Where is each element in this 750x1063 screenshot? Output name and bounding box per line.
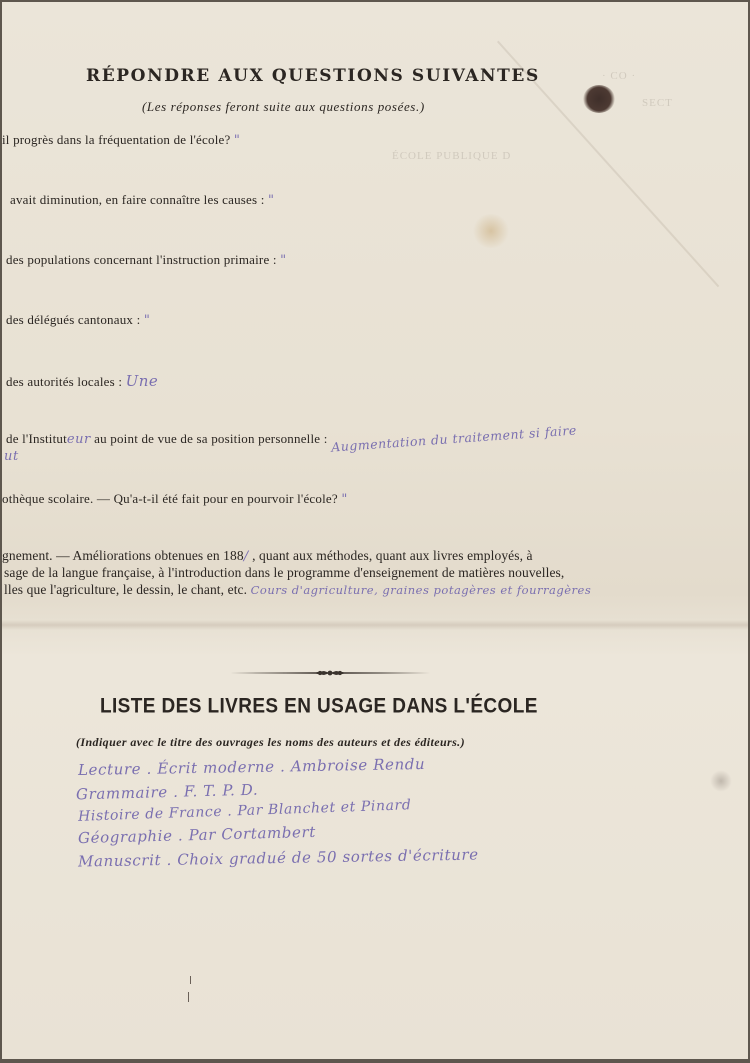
handwritten-answer: Cours d'agriculture, graines potagères et fourragères: [250, 583, 592, 597]
question-row: [6, 372, 158, 390]
question-row: [6, 252, 287, 268]
question-row: [10, 192, 274, 208]
question-text: des délégués cantonaux :: [6, 312, 141, 327]
book-entry: Lecture . Écrit moderne . Ambroise Rendu: [77, 754, 426, 780]
question-row: [2, 132, 240, 148]
ornament-divider: [228, 666, 432, 680]
question-text: au point de vue de sa position personnelle :: [94, 431, 328, 446]
document-page: [2, 2, 748, 1059]
question-row: [6, 312, 150, 328]
handwritten-answer: ": [341, 492, 348, 507]
enseignement-line: [4, 582, 591, 598]
question-row: [6, 422, 578, 455]
handwritten-inline: eur: [66, 432, 91, 447]
show-through-text: ÉCOLE PUBLIQUE D: [392, 150, 512, 162]
books-list-subtitle: (Indiquer avec le titre des ouvrages les noms des auteurs et des éditeurs.): [76, 735, 465, 749]
question-text: gnement. — Améliorations obtenues en 188: [2, 548, 244, 563]
question-text: , quant aux méthodes, quant aux livres employés, à: [252, 548, 533, 563]
question-text: sage de la langue française, à l'introduction dans le programme d'enseignement de matières nouvelles,: [4, 565, 565, 580]
handwritten-answer: ": [280, 253, 287, 268]
ink-blot: [583, 85, 615, 113]
books-list-title: LISTE DES LIVRES EN USAGE DANS L'ÉCOLE: [100, 694, 538, 719]
question-row: [2, 491, 348, 507]
question-text: des populations concernant l'instruction primaire :: [6, 252, 277, 267]
stray-mark: [190, 976, 191, 984]
page-title: RÉPONDRE AUX QUESTIONS SUIVANTES: [86, 66, 540, 86]
book-entry: Manuscrit . Choix gradué de 50 sortes d'écriture: [77, 845, 479, 871]
handwritten-year: /: [243, 549, 249, 564]
page-subtitle: (Les réponses feront suite aux questions posées.): [142, 99, 425, 114]
book-entry: Grammaire . F. T. P. D.: [75, 780, 259, 804]
paper-fold: [2, 620, 748, 630]
water-stain: [472, 214, 510, 248]
handwritten-answer: ": [268, 193, 275, 208]
question-text: il progrès dans la fréquentation de l'école?: [2, 132, 231, 147]
question-text: lles que l'agriculture, le dessin, le chant, etc.: [4, 582, 248, 597]
water-stain: [710, 770, 732, 792]
question-text: des autorités locales :: [6, 374, 123, 389]
show-through-text: · CO ·: [602, 70, 637, 82]
stray-mark: [188, 992, 189, 1002]
handwritten-answer: ": [233, 133, 241, 148]
book-entry: Histoire de France . Par Blanchet et Pinard: [77, 797, 412, 825]
book-entry: Géographie . Par Cortambert: [77, 822, 317, 848]
enseignement-line: [4, 565, 564, 581]
handwritten-answer: ": [143, 313, 151, 328]
handwritten-answer: Augmentation du traitement si faire: [330, 422, 578, 455]
handwritten-answer: Une: [125, 372, 159, 390]
question-text: de l'Institut: [6, 431, 67, 446]
enseignement-line: [2, 548, 533, 564]
handwritten-answer-continuation: ut: [4, 449, 19, 464]
show-through-text: SECT: [642, 97, 673, 109]
question-text: avait diminution, en faire connaître les causes :: [10, 192, 265, 207]
question-text: othèque scolaire. — Qu'a-t-il été fait pour en pourvoir l'école?: [2, 491, 338, 506]
